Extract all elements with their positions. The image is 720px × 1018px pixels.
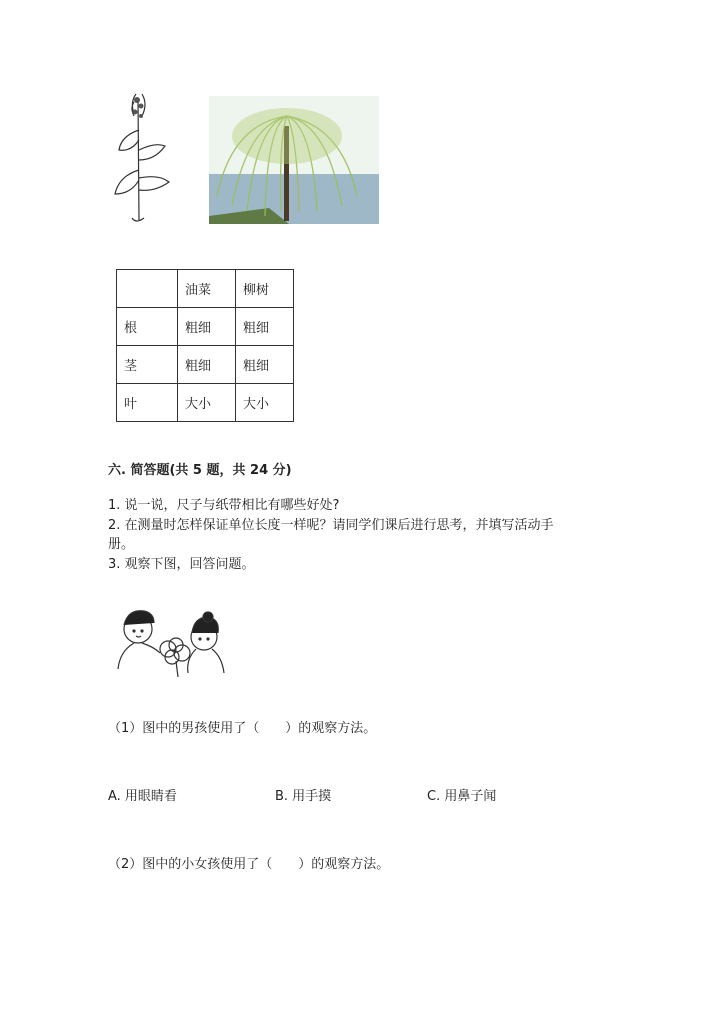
table-row-label: 茎 <box>117 346 178 384</box>
table-row <box>117 346 294 384</box>
question-1: 1. 说一说，尺子与纸带相比有哪些好处? <box>108 498 340 513</box>
option-b[interactable]: B. 用手摸 <box>275 789 332 804</box>
subquestion-1-prompt: （1）图中的男孩使用了（ ）的观察方法。 <box>108 721 377 736</box>
table-row <box>117 308 294 346</box>
table-cell: 粗细 <box>236 346 294 384</box>
question-2-continued: 册。 <box>108 537 135 552</box>
table-header-willow: 柳树 <box>236 270 294 308</box>
table-header-rapeseed: 油菜 <box>178 270 236 308</box>
table-cell: 大小 <box>178 384 236 422</box>
question-2: 2. 在测量时怎样保证单位长度一样呢？请同学们课后进行思考，并填写活动手 <box>108 518 554 533</box>
table-row-label: 叶 <box>117 384 178 422</box>
option-c[interactable]: C. 用鼻子闻 <box>427 789 497 804</box>
section-title: 六. 简答题(共 5 题，共 24 分) <box>108 463 292 478</box>
table-cell <box>117 270 178 308</box>
subquestion-2-prompt: （2）图中的小女孩使用了（ ）的观察方法。 <box>108 857 390 872</box>
table-cell: 粗细 <box>236 308 294 346</box>
table-cell: 粗细 <box>178 308 236 346</box>
question-3: 3. 观察下图，回答问题。 <box>108 557 255 572</box>
rapeseed-plant-illustration <box>108 90 178 230</box>
table-cell: 大小 <box>236 384 294 422</box>
comparison-table <box>116 269 294 422</box>
table-row-label: 根 <box>117 308 178 346</box>
willow-tree-photo <box>209 96 379 224</box>
option-a[interactable]: A. 用眼睛看 <box>108 789 177 804</box>
table-header-row <box>117 270 294 308</box>
children-observing-illustration <box>112 605 232 677</box>
table-row <box>117 384 294 422</box>
table-cell: 粗细 <box>178 346 236 384</box>
